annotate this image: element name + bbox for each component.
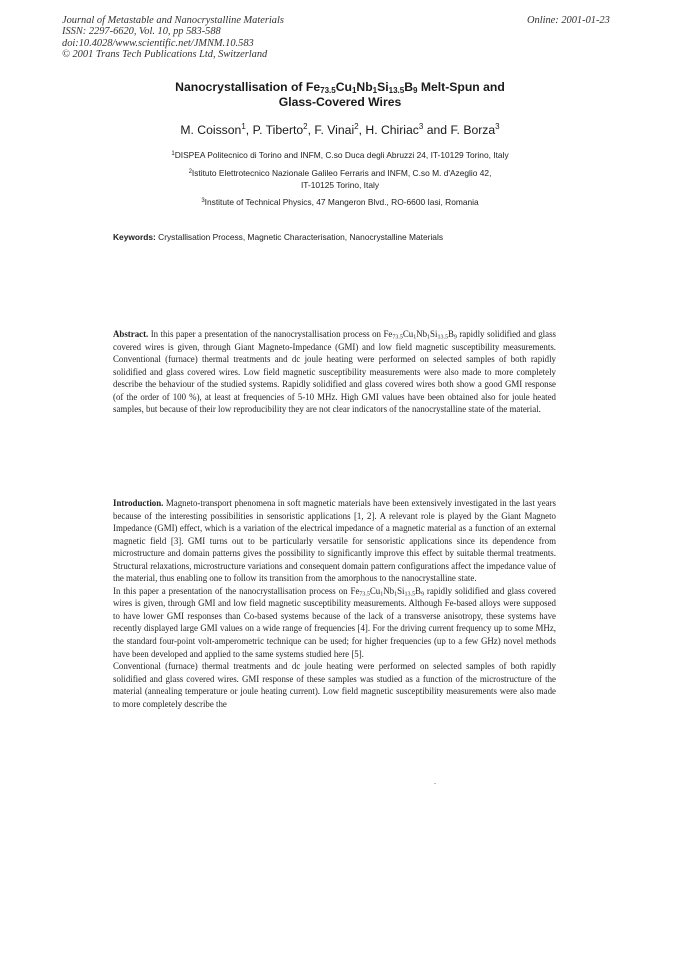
author-separator: and (423, 123, 451, 137)
author-list (90, 123, 590, 138)
formula-element: Nb (416, 329, 428, 339)
title-suffix: Melt-Spun and (417, 80, 505, 94)
formula-element: Si (430, 329, 438, 339)
formula-fe: Fe (305, 80, 321, 94)
author-affil-mark: 2 (303, 122, 308, 131)
affiliation-text: Institute of Technical Physics, 47 Mangeron Blvd., RO-6600 Iasi, Romania (204, 197, 479, 207)
journal-issn: ISSN: 2297-6620, Vol. 10, pp 583-588 (62, 26, 221, 38)
formula-fe-sub: 73.5 (320, 86, 336, 95)
formula-subscript: 1 (380, 591, 384, 598)
formula-element: Cu (402, 329, 414, 339)
affiliation-mark: 2 (188, 169, 192, 175)
online-date: Online: 2001-01-23 (527, 15, 610, 26)
affiliation-text: DISPEA Politecnico di Torino and INFM, C.so Duca degli Abruzzi 24, IT-10129 Torino, Italy (174, 150, 509, 160)
author-separator: , (358, 123, 366, 137)
intro-text: rapidly solidified and glass covered wires is given, through GMI and low field magnetic susceptibility measurements. Although Fe-based alloys were supposed to have lower GMI responses than Co-based systems because of the lack of a transverse anisotropy, these systems have recently displayed large GMI values on a wide range of frequencies [4]. For the driving current frequency up to some MHz, the standard four-point volt-amperometric technique can be used; for higher frequencies (up to a few GHz) novel methods have been developed and applied to the same systems studied here [5]. (113, 585, 556, 659)
intro-paragraph-2 (113, 585, 556, 660)
formula-cu: Cu (335, 80, 352, 94)
author-separator: , (245, 123, 253, 137)
author-affil-mark: 3 (418, 122, 424, 131)
journal-copyright: © 2001 Trans Tech Publications Ltd, Switzerland (62, 49, 268, 61)
abstract-text: rapidly solidified and glass covered wires is given, through Giant Magneto-Impedance (GMI) and low field magnetic susceptibility measurements. Conventional (furnace) thermal treatments and dc joule heating were performed on selected samples of both rapidly solidified and glass covered wires. Low field magnetic susceptibility measurements were also made to more completely describe the behaviour of the studied systems. Rapidly solidified and glass covered wires both show a good GMI response (of the order of 100 %), at least at frequencies of 5-10 MHz. High GMI values have been obtained also for joule heated samples, but because of their low reproducibility they are not clear indicators of the nanocrystalline state of the material. (113, 329, 556, 415)
formula-subscript: 13.5 (404, 591, 416, 598)
author-separator: , (307, 123, 315, 137)
formula-subscript: 1 (413, 334, 417, 341)
formula-element: Nb (383, 585, 395, 596)
affiliation-mark: 1 (171, 151, 175, 157)
journal-name: Journal of Metastable and Nanocrystalline Materials (62, 15, 284, 26)
inline-formula (351, 586, 424, 596)
formula-element: B (415, 585, 421, 596)
keywords (113, 232, 443, 243)
formula-subscript: 1 (427, 334, 431, 341)
formula-subscript: 9 (420, 591, 424, 598)
formula-subscript: 1 (394, 591, 398, 598)
formula-b-sub: 9 (413, 86, 418, 95)
formula-nb-sub: 1 (372, 86, 378, 95)
formula-subscript: 73.5 (359, 591, 370, 598)
author-affil-mark: 3 (495, 122, 500, 131)
abstract-label: Abstract. (113, 329, 149, 339)
author-name: F. Vinai (314, 123, 355, 137)
abstract-text: In this paper a presentation of the nanocrystallisation process on (148, 329, 384, 339)
journal-doi: doi:10.4028/www.scientific.net/JMNM.10.583 (62, 37, 254, 49)
paper-title (110, 80, 570, 110)
author-name: F. Borza (450, 123, 496, 137)
formula-subscript: 73.5 (392, 334, 403, 341)
keywords-label: Keywords: (113, 232, 156, 242)
formula-element: Fe (383, 329, 393, 339)
scan-artifact-dot (434, 783, 436, 784)
intro-text: In this paper a presentation of the nanocrystallisation process on (113, 585, 351, 596)
formula-b: B (404, 80, 414, 94)
formula-cu-sub: 1 (351, 86, 357, 95)
intro-paragraph-3 (113, 660, 556, 710)
affiliation-3 (100, 197, 580, 209)
affiliation-1 (100, 150, 580, 162)
formula-subscript: 13.5 (437, 334, 448, 341)
affiliation-text: IT-10125 Torino, Italy (300, 179, 380, 190)
author-name: H. Chiriac (365, 123, 419, 137)
author-affil-mark: 2 (354, 122, 359, 131)
inline-formula (383, 329, 456, 339)
intro-text: Magneto-transport phenomena in soft magnetic materials have been extensively investigated in the last years because of the interesting possibilities in sensoristic applications [1, 2]. A relevant role is played by the Giant Magneto Impedance (GMI) effect, which is a variation of the electrical impedance of a magnetic material as a function of an external magnetic field [3]. GMI turns out to be particularly versatile for sensoristic applications since its dependence from microstructure and domain patterns gives the possibility to significantly improve this effect by suitable thermal treatments. Structural relaxations, microstructure variations and consequent domain pattern configurations affect the impedance value of the material, thus enabling one to follow its transition from the amorphous to the nanocrystalline state. (113, 498, 556, 584)
author-affil-mark: 1 (241, 122, 246, 131)
introduction-section (113, 497, 556, 710)
affiliation-mark: 3 (201, 198, 205, 204)
introduction-label: Introduction. (113, 498, 164, 508)
formula-si-sub: 13.5 (388, 86, 405, 95)
abstract-paragraph (113, 328, 556, 416)
formula-element: B (447, 329, 454, 339)
intro-text: Conventional (furnace) thermal treatments and dc joule heating were performed on selected samples of both rapidly solidified and glass covered wires. GMI response of these samples was studied as a function of the microstructure of the material (annealing temperature or joule heating current). Low field magnetic susceptibility measurements were also made to more completely describe the (113, 661, 556, 709)
title-prefix: Nanocrystallisation of (175, 80, 306, 94)
title-line2: Glass-Covered Wires (278, 95, 402, 109)
keywords-text: Crystallisation Process, Magnetic Characterisation, Nanocrystalline Materials (155, 232, 444, 242)
author-name: P. Tiberto (252, 123, 304, 137)
intro-paragraph-1 (113, 497, 556, 585)
formula-element: Fe (350, 585, 360, 596)
abstract-section (113, 328, 556, 416)
author-name: M. Coisson (180, 123, 242, 137)
formula-element: Si (397, 585, 405, 596)
affiliation-text: Istituto Elettrotecnico Nazionale Galileo Ferraris and INFM, C.so M. d'Azeglio 42, (191, 168, 492, 178)
formula-element: Cu (369, 585, 381, 596)
formula-subscript: 9 (453, 334, 457, 341)
formula-nb: Nb (356, 80, 373, 94)
affiliation-2 (100, 168, 580, 191)
formula-si: Si (377, 80, 389, 94)
journal-header (62, 15, 284, 61)
